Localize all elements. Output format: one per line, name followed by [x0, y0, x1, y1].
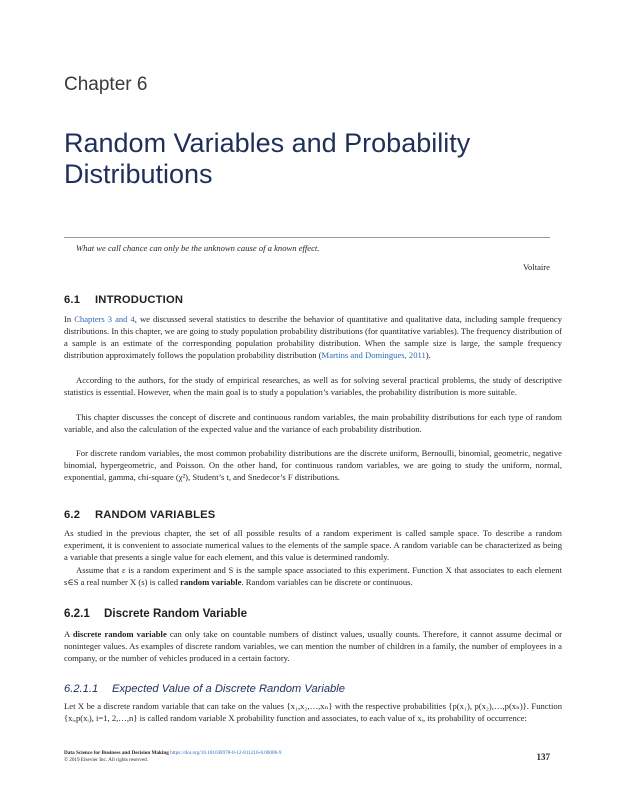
random-variables-paragraph-1: As studied in the previous chapter, the set of all possible results of a random experiment is called sample space. To describe a random experiment, it is convenient to associate numerical values to the elements of the sample space. A random variable can be characterized as being a variable that presents a single value for each element, and this value is determined randomly.: [64, 528, 562, 563]
chapter-label: Chapter 6: [64, 74, 148, 95]
footer-doi-link[interactable]: https://doi.org/10.1016/B978-0-12-811216-8.00006-9: [170, 750, 282, 756]
subsubsection-heading-expected-value: [64, 683, 345, 695]
text-run: can only take on countable numbers of distinct values, usually counts. Therefore, it cannot assume decimal or noninteger values. As examples of discrete random variables, we can mention the number of children in a family, the number of employees in a company, or the number of vehicles produced in a certain factory.: [64, 629, 562, 664]
section-number: 6.1: [64, 294, 81, 306]
subsection-number: 6.2.1: [64, 607, 90, 620]
intro-paragraph-2: According to the authors, for the study of empirical researches, as well as for solving several practical problems, the study of descriptive statistics is essential. However, when the main goal is to study a population’s variables, the probability distribution is more suitable.: [64, 375, 562, 398]
bold-term: discrete random variable: [72, 629, 167, 639]
text-run: In: [64, 314, 75, 324]
random-variables-paragraph-2: [64, 564, 562, 588]
subsubsection-title: Expected Value of a Discrete Random Variable: [112, 683, 345, 695]
citation-link[interactable]: Martins and Domingues, 2011: [321, 350, 426, 361]
intro-paragraph-1: [64, 313, 562, 362]
section-title: RANDOM VARIABLES: [95, 509, 216, 521]
text-run: . Random variables can be discrete or continuous.: [241, 577, 413, 588]
intro-paragraph-4: For discrete random variables, the most common probability distributions are the discrete uniform, Bernoulli, binomial, geometric, negative binomial, hypergeometric, and Poisson. On the other hand, for continuous random variables, we are going to study the uniform, normal, exponential, gamma, chi-square (χ²), Student’s t, and Snedecor’s F distributions.: [64, 448, 562, 483]
section-number: 6.2: [64, 509, 81, 521]
text-run: Assume that ε is a random experiment and S is the sample space associated to this experiment. Function X that associates to each element s∈S a real number X (s) is called: [64, 565, 562, 588]
section-heading-introduction: [64, 294, 183, 306]
text-run: , we discussed several statistics to describe the behavior of quantitative and qualitative data, including sample frequency distributions. In this chapter, we are going to study population probability distributions (for quantitative variables). The frequency distribution of a sample is an estimate of the corresponding population probability distribution. When the sample size is large, the sample frequency distribution approximately follows the population probability distribution (: [64, 314, 563, 361]
footer-book-title: Data Science for Business and Decision Making: [64, 750, 169, 756]
expected-value-paragraph: Let X be a discrete random variable that can take on the values {x₁,x₂,…,xₙ} with the respective probabilities {p(x₁), p(x₂),…,p(xₙ)}. Function {xᵢ,p(xᵢ), i=1, 2,…,n} is called random variable X probability function and associates, to each value of xᵢ, its probability of occurrence:: [64, 701, 562, 724]
subsection-heading-discrete: [64, 607, 247, 620]
epigraph-quote: What we call chance can only be the unknown cause of a known effect.: [76, 243, 320, 253]
discrete-paragraph: [64, 628, 562, 664]
epigraph-author: Voltaire: [522, 262, 550, 272]
chapter-title: Random Variables and Probability Distributions: [64, 128, 471, 189]
footer-copyright: © 2019 Elsevier Inc. All rights reserved.: [64, 757, 149, 763]
text-run: A: [64, 629, 73, 639]
subsection-title: Discrete Random Variable: [104, 607, 248, 620]
page-number: 137: [536, 752, 550, 762]
chapters-link[interactable]: Chapters 3 and 4: [74, 314, 135, 324]
subsubsection-number: 6.2.1.1: [64, 683, 99, 695]
section-title: INTRODUCTION: [95, 294, 184, 306]
intro-paragraph-3: This chapter discusses the concept of discrete and continuous random variables, the main probability distributions for each type of random variable, and also the calculation of the expected value and the variance of each probability distribution.: [64, 412, 562, 435]
page-footer: [64, 750, 282, 764]
epigraph-divider: [64, 237, 550, 238]
section-heading-random-variables: [64, 509, 215, 521]
text-run: ).: [425, 350, 431, 361]
bold-term: random variable: [180, 577, 242, 588]
